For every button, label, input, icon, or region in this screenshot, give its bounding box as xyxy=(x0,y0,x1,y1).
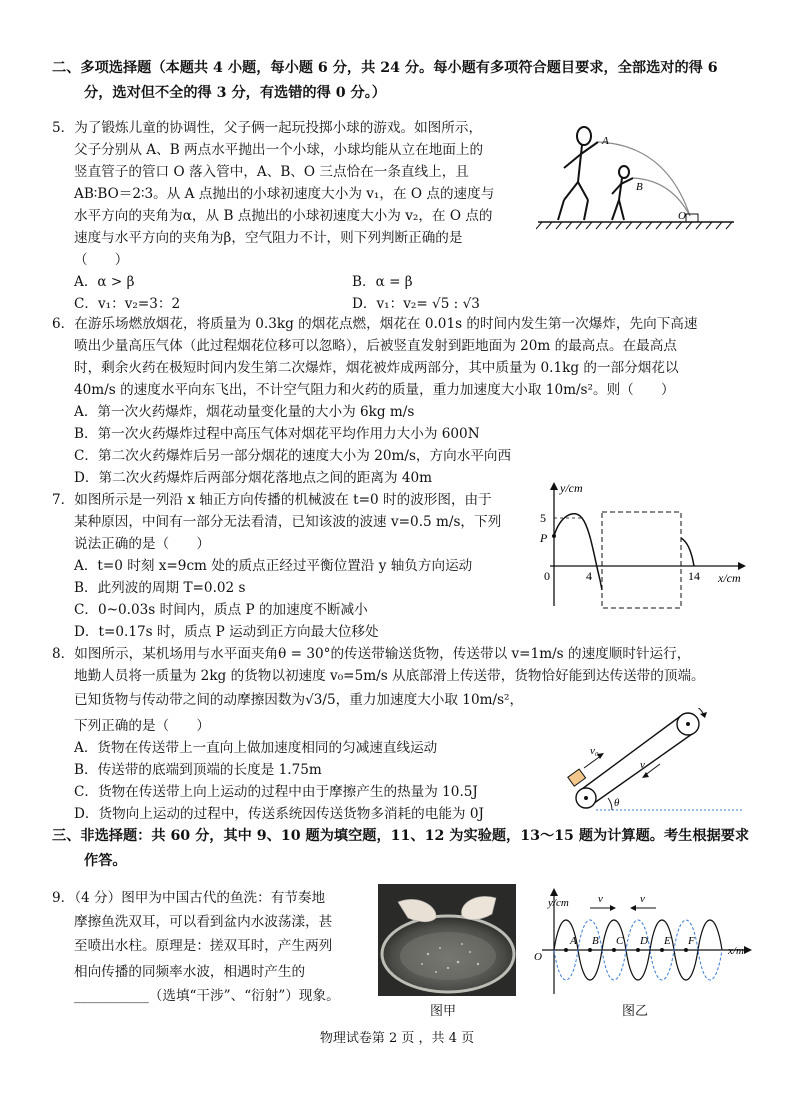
q9-caption-a: 图甲 xyxy=(430,1004,457,1019)
q9-point-e: E xyxy=(664,935,671,947)
q8-theta-label: θ xyxy=(614,797,620,809)
q9-v1-label: v xyxy=(598,893,603,905)
q7-option-d: D．t=0.17s 时，质点 P 运动到正方向最大位移处 xyxy=(74,624,379,640)
q7-option-b: B．此列波的周期 T=0.02 s xyxy=(74,580,246,596)
q8-line: 地勤人员将一质量为 2kg 的货物以初速度 v₀=5m/s 从底部滑上传送带，货物恰好能到达传送带的顶端。 xyxy=(74,668,705,684)
q9-line: 9．（4 分）图甲为中国古代的鱼洗：有节奏地 xyxy=(52,890,326,906)
section-2-heading xyxy=(52,56,752,106)
q7-line: 7．如图所示是一列沿 x 轴正方向传播的机械波在 t=0 时的波形图，由于 xyxy=(52,492,492,508)
q7-ylabel: y/cm xyxy=(560,481,583,495)
section-3-heading xyxy=(52,824,762,874)
q9-point-b: B xyxy=(592,935,599,947)
q9-ylabel: y/cm xyxy=(548,897,569,909)
q6-line: 时，剩余火药在极短时间内发生第二次爆炸，烟花被炸成两部分，其中质量为 0.1kg 的一部分烟花以 xyxy=(74,360,679,376)
q9-line: ___________（选填“干涉”、“衍射”）现象。 xyxy=(74,988,340,1004)
q9-xlabel: x/m xyxy=(728,945,744,957)
q9-fish-basin-photo xyxy=(378,884,516,996)
q8-option-b: B．传送带的底端到顶端的长度是 1.75m xyxy=(74,762,322,778)
q6-option-a: A．第一次火药爆炸，烟花动量变化量的大小为 6kg m/s xyxy=(74,404,415,420)
section-2-line2: 分，选对但不全的得 3 分，有选错的得 0 分。） xyxy=(84,85,386,101)
q7-p-label: P xyxy=(540,531,548,545)
q8-line: 已知货物与传动带之间的动摩擦因数为√3/5，重力加速度大小取 10m/s²， xyxy=(74,692,524,708)
q9-wave-graph xyxy=(530,886,760,998)
q8-line: 下列正确的是（ ） xyxy=(74,718,210,734)
section-2-line1: 二、多项选择题（本题共 4 小题，每小题 6 分，共 24 分。每小题有多项符合题目要求，全部选对的得 6 xyxy=(52,60,718,76)
q7-option-a: A．t=0 时刻 x=9cm 处的质点正经过平衡位置沿 y 轴负方向运动 xyxy=(74,558,473,574)
q5-option-d: D．v₁：v₂= √5 : √3 xyxy=(352,296,480,312)
q5-option-a: A．α > β xyxy=(74,274,135,290)
q7-x4-label: 4 xyxy=(586,569,592,583)
q5-label-o: O xyxy=(678,210,686,222)
q9-caption-b: 图乙 xyxy=(622,1004,649,1019)
q5-line: 5．为了锻炼儿童的协调性，父子俩一起玩投掷小球的游戏。如图所示， xyxy=(52,120,483,136)
section-3-line2: 作答。 xyxy=(84,853,127,869)
q8-option-a: A．货物在传送带上一直向上做加速度相同的匀减速直线运动 xyxy=(74,740,438,756)
section-3-line1: 三、非选择题：共 60 分，其中 9、10 题为填空题，11、12 为实验题，13～15 题为计算题。考生根据要求 xyxy=(52,828,750,844)
q5-option-b: B．α = β xyxy=(352,274,413,290)
q7-line: 某种原因，中间有一部分无法看清，已知该波的波速 v=0.5 m/s，下列 xyxy=(74,514,502,530)
q7-origin-label: 0 xyxy=(544,569,550,583)
q8-v-label: v xyxy=(640,759,645,771)
q9-point-c: C xyxy=(616,935,624,947)
q7-x14-label: 14 xyxy=(688,569,700,583)
q9-line: 至喷出水柱。原理是：搓双耳时，产生两列 xyxy=(74,938,333,954)
q7-y5-label: 5 xyxy=(540,511,546,525)
q9-line: 摩擦鱼洗双耳，可以看到盆内水波荡漾，甚 xyxy=(74,914,333,930)
q7-xlabel: x/cm xyxy=(718,571,741,585)
q5-label-b: B xyxy=(636,181,643,193)
q6-option-d: D．第二次火药爆炸后两部分烟花落地点之间的距离为 40m xyxy=(74,470,433,486)
q8-option-d: D．货物向上运动的过程中，传送系统因传送货物多消耗的电能为 0J xyxy=(74,806,484,822)
q5-throwing-figure xyxy=(536,120,736,230)
q5-line: 水平方向的夹角为α，从 B 点抛出的小球初速度大小为 v₂，在 O 点的 xyxy=(74,208,493,224)
q7-wave-graph xyxy=(534,476,754,612)
q5-line: AB∶BO＝2∶3。从 A 点抛出的小球初速度大小为 v₁，在 O 点的速度与 xyxy=(74,186,495,202)
q9-line: 相向传播的同频率水波，相遇时产生的 xyxy=(74,964,306,980)
q6-line: 喷出少量高压气体（此过程烟花位移可以忽略），后被竖直发射到距地面为 20m 的最高点。在最高点 xyxy=(74,338,677,354)
q6-line: 40m/s 的速度水平向东飞出，不计空气阻力和火药的质量，重力加速度大小取 10m/s²。则（ ） xyxy=(74,382,675,398)
q9-point-f: F xyxy=(688,935,695,947)
q5-line: 父子分别从 A、B 两点水平抛出一个小球，小球均能从立在地面上的 xyxy=(74,142,484,158)
q7-line: 说法正确的是（ ） xyxy=(74,536,210,552)
q5-line: （ ） xyxy=(74,252,129,268)
q7-option-c: C．0~0.03s 时间内，质点 P 的加速度不断减小 xyxy=(74,602,368,618)
q8-v0-label: v₀ xyxy=(590,745,599,757)
q9-point-a: A xyxy=(570,935,577,947)
q6-option-c: C．第二次火药爆炸后另一部分烟花的速度大小为 20m/s，方向水平向西 xyxy=(74,448,512,464)
q9-origin-label: O xyxy=(534,951,542,963)
q9-point-d: D xyxy=(640,935,648,947)
q6-option-b: B．第一次火药爆炸过程中高压气体对烟花平均作用力大小为 600N xyxy=(74,426,480,442)
q5-line: 速度与水平方向的夹角为β，空气阻力不计，则下列判断正确的是 xyxy=(74,230,463,246)
q5-line: 竖直管子的管口 O 落入管中，A、B、O 三点恰在一条直线上，且 xyxy=(74,164,469,180)
page-footer: 物理试卷第 2 页 ，共 4 页 xyxy=(319,1031,475,1046)
q8-line: 8．如图所示，某机场用与水平面夹角θ = 30°的传送带输送货物，传送带以 v=1m/s 的速度顺时针运行， xyxy=(52,646,691,662)
q6-line: 6．在游乐场燃放烟花，将质量为 0.3kg 的烟花点燃，烟花在 0.01s 的时间内发生第一次爆炸，先向下高速 xyxy=(52,316,698,332)
q5-option-c: C．v₁：v₂=3：2 xyxy=(74,296,181,312)
q9-v2-label: v xyxy=(640,893,645,905)
q8-option-c: C．货物在传送带上向上运动的过程中由于摩擦产生的热量为 10.5J xyxy=(74,784,478,800)
q8-conveyor-figure xyxy=(556,708,746,820)
q5-label-a: A xyxy=(602,135,609,147)
